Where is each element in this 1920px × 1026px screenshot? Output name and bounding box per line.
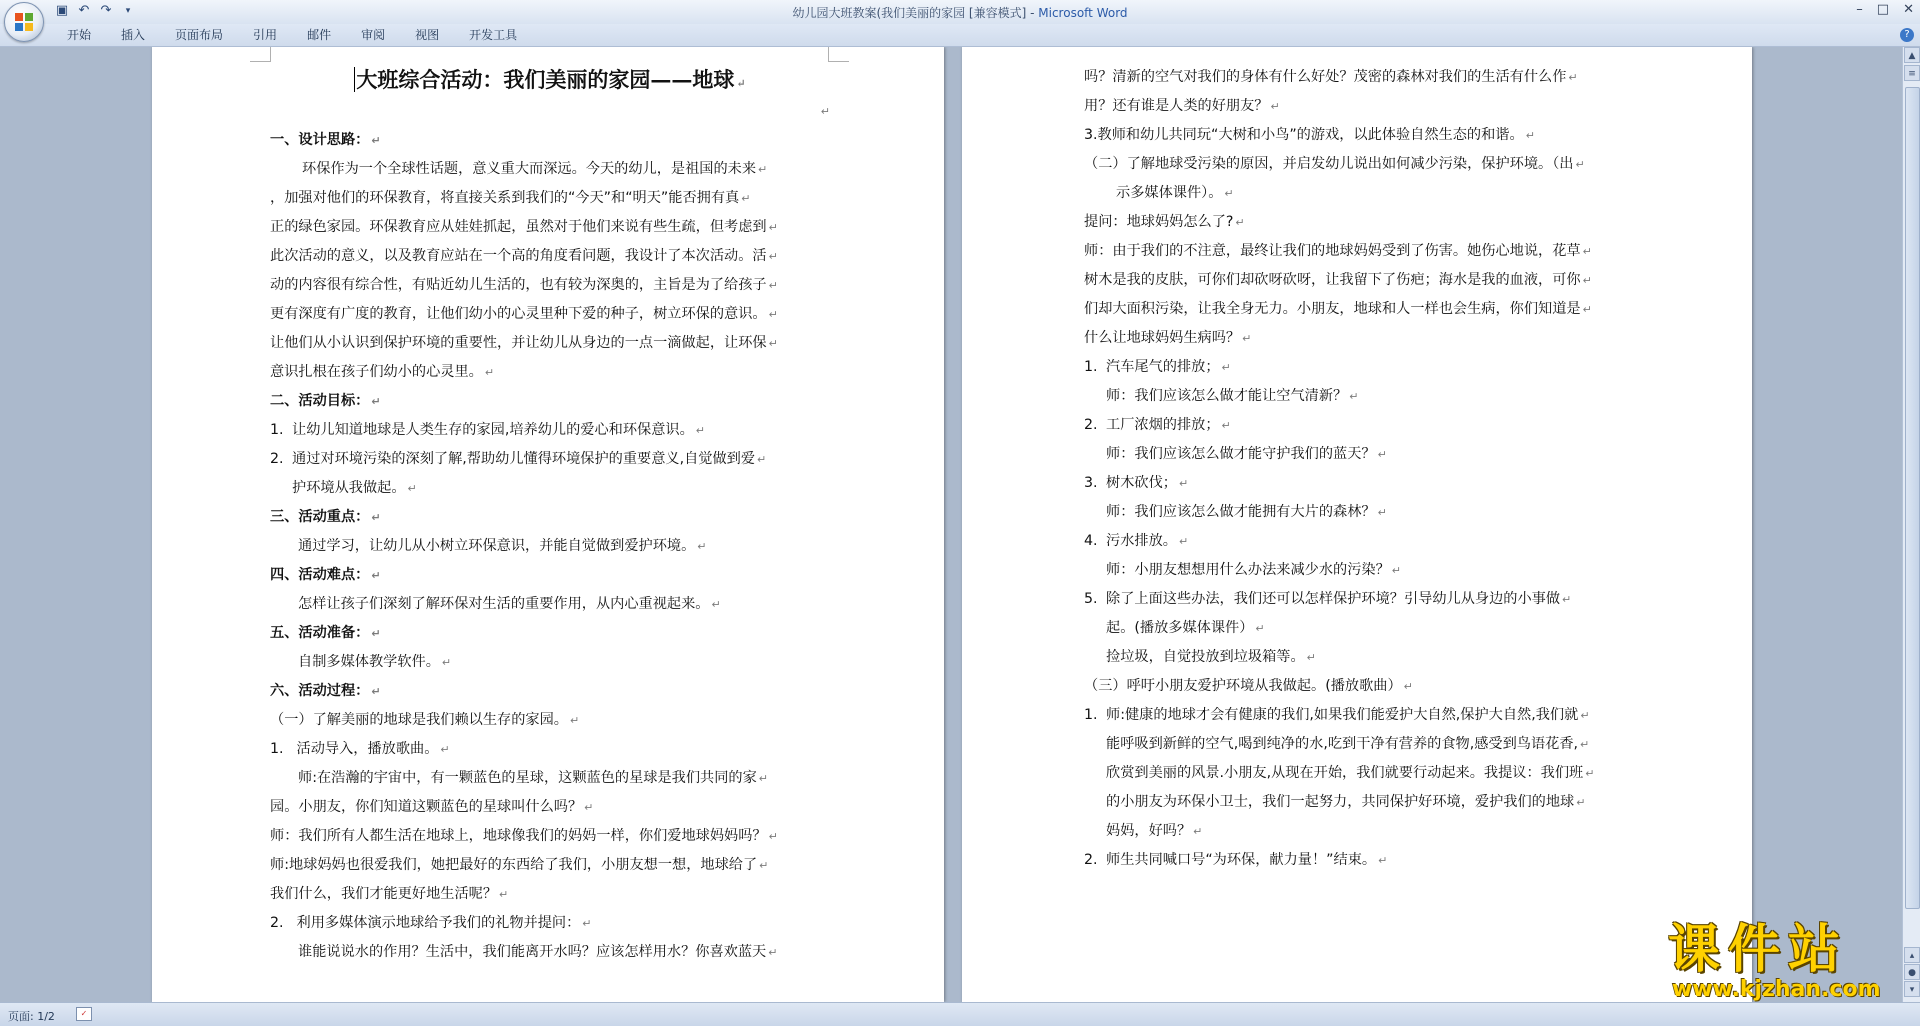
text-line [270,416,830,445]
line-text: 师：我们应该怎么做才能让空气清新？ [1106,388,1348,404]
text-line [270,155,830,184]
text-line [1084,643,1634,672]
text-line [1084,730,1634,759]
page-1-content [270,63,830,967]
line-text: ，加强对他们的环保教育，将直接关系到我们的“今天”和“明天”能否拥有真 [270,190,740,206]
list-number: 1. [270,741,284,757]
paragraph-mark-icon: ↵ [1562,593,1572,606]
text-line [270,387,830,416]
next-page-icon[interactable]: ▾ [1904,981,1920,997]
line-text: 提问：地球妈妈怎么了? [1084,214,1234,230]
text-line [1084,788,1634,817]
ribbon-tab-bar [0,24,1920,47]
paragraph-mark-icon: ↵ [582,917,592,930]
line-text: 动的内容很有综合性，有贴近幼儿生活的，也有较为深奥的，主旨是为了给孩子 [270,277,767,293]
text-line [1084,759,1634,788]
text-line [1084,237,1634,266]
scroll-up-icon[interactable]: ▲ [1904,47,1920,63]
text-line [1084,353,1634,382]
paragraph-mark-icon: ↵ [371,627,381,640]
maximize-icon[interactable]: □ [1876,2,1890,17]
paragraph-mark-icon: ↵ [768,250,778,263]
window-controls [1856,2,1914,17]
line-text: 师:在浩瀚的宇宙中，有一颗蓝色的星球，这颗蓝色的星球是我们共同的家 [298,770,757,786]
text-line [1084,614,1634,643]
text-line [1084,150,1634,179]
text-line [1084,92,1634,121]
line-text: 二、活动目标： [270,393,370,409]
text-line [1084,846,1634,875]
list-number: 2. [270,451,284,467]
text-line [1084,63,1634,92]
line-text: 通过学习，让幼儿从小树立环保意识，并能自觉做到爱护环境。 [298,538,696,554]
text-line [1084,672,1634,701]
text-line [270,909,830,938]
text-line [1084,266,1634,295]
text-line [270,271,830,300]
text-line [270,561,830,590]
paragraph-mark-icon: ↵ [1306,651,1316,664]
paragraph-mark-icon: ↵ [759,859,769,872]
paragraph-mark-icon: ↵ [371,685,381,698]
paragraph-mark-icon: ↵ [1242,332,1252,345]
tab-2[interactable]: 页面布局 [175,28,224,42]
status-bar [0,1002,1920,1026]
line-text: 此次活动的意义，以及教育应站在一个高的角度看问题，我设计了本次活动。活 [270,248,767,264]
tab-4[interactable]: 邮件 [307,28,332,42]
list-number: 1. [270,422,284,438]
list-number: 5. [1084,591,1098,607]
line-text: （三）呼吁小朋友爱护环境从我做起。(播放歌曲） [1084,678,1402,694]
document-page-2[interactable] [962,47,1752,1002]
customize-qat-icon[interactable]: ▾ [125,6,131,16]
site-watermark [1668,922,1904,1002]
text-line [270,706,830,735]
paragraph-mark-icon: ↵ [768,830,778,843]
list-number: 1. [1084,359,1098,375]
title-bar [0,0,1920,25]
line-text: 自制多媒体教学软件。 [298,654,440,670]
paragraph-mark-icon: ↵ [440,743,450,756]
paragraph-mark-icon: ↵ [1580,738,1590,751]
paragraph-mark-icon: ↵ [441,656,452,669]
help-icon[interactable]: ? [1900,28,1914,42]
list-number: 2. [1084,852,1098,868]
minimize-icon[interactable]: – [1856,2,1863,17]
text-line [270,590,830,619]
text-line [270,938,830,967]
page-1-lines [270,97,830,967]
paragraph-mark-icon: ↵ [1580,709,1590,722]
paragraph-mark-icon: ↵ [758,772,769,785]
paragraph-mark-icon: ↵ [371,511,381,524]
text-line [270,793,830,822]
redo-icon[interactable]: ↷ [100,3,112,18]
paragraph-mark-icon: ↵ [1377,506,1387,519]
line-text: 意识扎根在孩子们幼小的心灵里。 [270,364,483,380]
paragraph-mark-icon: ↵ [758,163,768,176]
paragraph-mark-icon: ↵ [1525,129,1535,142]
watermark-brand: 课件站 [1668,920,1849,980]
text-line [270,677,830,706]
paragraph-mark-icon: ↵ [499,888,509,901]
line-text: 示多媒体课件）。 [1116,185,1223,201]
line-text: 让他们从小认识到保护环境的重要性，并让幼儿从身边的一点一滴做起，让环保 [270,335,767,351]
text-line [1084,556,1634,585]
line-text: 汽车尾气的排放； [1106,359,1220,375]
line-text: 妈妈，好吗？ [1106,823,1192,839]
line-text: 捡垃圾，自觉投放到垃圾箱等。 [1106,649,1305,665]
close-icon[interactable]: ✕ [1903,2,1914,17]
text-line [1084,701,1634,730]
tab-7[interactable]: 开发工具 [469,28,518,42]
line-text: 吗？清新的空气对我们的身体有什么好处？茂密的森林对我们的生活有什么作 [1084,69,1567,85]
paragraph-mark-icon: ↵ [1568,71,1578,84]
window-title [0,4,1920,21]
app-name: Microsoft Word [1038,6,1128,20]
page-indicator[interactable]: 页面: 1/2 [8,1010,55,1023]
line-text: 六、活动过程： [270,683,370,699]
line-text: 师：我们应该怎么做才能守护我们的蓝天？ [1106,446,1376,462]
vertical-scrollbar[interactable] [1902,47,1920,1002]
ribbon-tabs [52,27,532,43]
line-text: 起。(播放多媒体课件） [1106,620,1254,636]
paragraph-mark-icon: ↵ [1582,245,1592,258]
paragraph-mark-icon: ↵ [768,946,778,959]
line-text: 正的绿色家园。环保教育应从娃娃抓起，虽然对于他们来说有些生疏，但考虑到 [270,219,767,235]
line-text: 通过对环境污染的深刻了解,帮助幼儿懂得环境保护的重要意义,自觉做到爱 [292,451,756,467]
line-text: 五、活动准备： [270,625,370,641]
line-text: 师：由于我们的不注意，最终让我们的地球妈妈受到了伤害。她伤心地说，花草 [1084,243,1581,259]
text-line [1084,527,1634,556]
paragraph-mark-icon: ↵ [768,279,778,292]
paragraph-mark-icon: ↵ [1582,274,1592,287]
line-text: 师:地球妈妈也很爱我们，她把最好的东西给了我们，小朋友想一想，地球给了 [270,857,758,873]
margin-corner-mark [828,47,849,62]
document-name: 幼儿园大班教案(我们美丽的家园 [兼容模式] - [792,6,1039,20]
tab-1[interactable]: 插入 [121,28,146,42]
line-text: 3.教师和幼儿共同玩“大树和小鸟”的游戏，以此体验自然生态的和谐。 [1084,127,1524,143]
list-number: 4. [1084,533,1098,549]
ruler-toggle-icon[interactable]: ≡ [1904,65,1920,81]
line-text: 用？还有谁是人类的好朋友？ [1084,98,1269,114]
paragraph-mark-icon: ↵ [371,134,381,147]
paragraph-mark-icon: ↵ [1235,216,1245,229]
page-2-content [1084,63,1634,875]
paragraph-mark-icon: ↵ [1377,448,1387,461]
text-line [1084,121,1634,150]
paragraph-mark-icon: ↵ [1224,187,1234,200]
text-line [270,532,830,561]
line-text: 护环境从我做起。 [292,480,406,496]
document-workspace [0,47,1902,1002]
paragraph-mark-icon: ↵ [768,308,778,321]
text-line [1084,411,1634,440]
line-text: 师：我们应该怎么做才能拥有大片的森林？ [1106,504,1376,520]
paragraph-mark-icon: ↵ [820,105,830,118]
paragraph-mark-icon: ↵ [697,540,707,553]
paragraph-mark-icon: ↵ [484,366,495,379]
margin-corner-mark [250,47,271,62]
line-text: 师：小朋友想想用什么办法来减少水的污染？ [1106,562,1390,578]
text-line [270,358,830,387]
line-text: 能呼吸到新鲜的空气,喝到纯净的水,吃到干净有营养的食物,感受到鸟语花香, [1106,736,1579,752]
line-text: 三、活动重点： [270,509,370,525]
text-line [270,445,830,474]
office-logo-icon [14,12,34,32]
paragraph-mark-icon: ↵ [711,598,721,611]
paragraph-mark-icon: ↵ [1178,535,1189,548]
paragraph-mark-icon: ↵ [1575,158,1585,171]
line-text: 一、设计思路： [270,132,370,148]
text-line [270,300,830,329]
office-button[interactable] [4,2,44,42]
line-text: 什么让地球妈妈生病吗？ [1084,330,1241,346]
line-text: 树木砍伐； [1106,475,1177,491]
text-line [270,822,830,851]
paragraph-mark-icon: ↵ [1576,796,1586,809]
text-line [1084,498,1634,527]
paragraph-mark-icon: ↵ [757,453,767,466]
tab-6[interactable]: 视图 [415,28,440,42]
paragraph-mark-icon: ↵ [1403,680,1413,693]
paragraph-mark-icon: ↵ [1349,390,1359,403]
line-text: 的小朋友为环保小卫士，我们一起努力，共同保护好环境，爱护我们的地球 [1106,794,1575,810]
save-icon[interactable]: ▣ [55,3,69,18]
text-line [1084,382,1634,411]
paragraph-mark-icon: ↵ [768,221,778,234]
paragraph-mark-icon: ↵ [584,801,594,814]
text-line [1084,469,1634,498]
line-text: 活动导入，播放歌曲。 [292,741,439,757]
line-text: 环保作为一个全球性话题，意义重大而深远。今天的幼儿，是祖国的未来 [302,161,757,177]
tab-0[interactable]: 开始 [67,28,92,42]
text-line [1084,324,1634,353]
paragraph-mark-icon: ↵ [1255,622,1265,635]
line-text: 利用多媒体演示地球给予我们的礼物并提问： [292,915,581,931]
list-number: 3. [1084,475,1098,491]
paragraph-mark-icon: ↵ [1582,303,1592,316]
line-text: 怎样让孩子们深刻了解环保对生活的重要作用，从内心重视起来。 [298,596,710,612]
paragraph-mark-icon: ↵ [1221,361,1231,374]
paragraph-mark-icon: ↵ [695,424,705,437]
text-line [270,503,830,532]
paragraph-mark-icon: ↵ [569,714,580,727]
text-line [270,126,830,155]
paragraph-mark-icon: ↵ [371,569,381,582]
text-line [270,97,830,126]
paragraph-mark-icon: ↵ [371,395,381,408]
text-line [270,329,830,358]
paragraph-mark-icon: ↵ [1270,100,1280,113]
text-line [270,851,830,880]
proofing-icon[interactable]: ✓ [76,1007,92,1021]
undo-icon[interactable]: ↶ [78,3,90,18]
select-browse-object-icon[interactable]: ● [1904,964,1920,980]
text-line [1084,817,1634,846]
text-line [270,474,830,503]
text-line [1084,585,1634,614]
line-text: 树木是我的皮肤，可你们却砍呀砍呀，让我留下了伤疤；海水是我的血液，可你 [1084,272,1581,288]
paragraph-mark-icon: ↵ [741,192,751,205]
line-text: 四、活动难点： [270,567,370,583]
line-text: （二）了解地球受污染的原因，并启发幼儿说出如何减少污染，保护环境。（出 [1084,156,1574,172]
list-number: 1. [1084,707,1098,723]
paragraph-mark-icon: ↵ [1193,825,1203,838]
line-text: 让幼儿知道地球是人类生存的家园,培养幼儿的爱心和环保意识。 [292,422,694,438]
list-number: 2. [1084,417,1098,433]
watermark-url: www.kjzhan.com [1672,977,1881,1002]
scrollbar-thumb[interactable] [1905,87,1920,909]
prev-page-icon[interactable]: ▴ [1904,947,1920,963]
text-line [270,764,830,793]
text-line [270,880,830,909]
paragraph-mark-icon: ↵ [768,337,778,350]
line-text: （一）了解美丽的地球是我们赖以生存的家园。 [270,712,568,728]
text-line [270,648,830,677]
line-text: 师生共同喊口号“为环保，献力量！”结束。 [1106,852,1377,868]
text-line [1084,440,1634,469]
line-text: 更有深度有广度的教育，让他们幼小的心灵里种下爱的种子，树立环保的意识。 [270,306,767,322]
line-text: 师:健康的地球才会有健康的我们,如果我们能爱护大自然,保护大自然,我们就 [1106,707,1579,723]
line-text: 我们什么，我们才能更好地生活呢？ [270,886,498,902]
line-text: 工厂浓烟的排放； [1106,417,1220,433]
line-text: 们却大面积污染，让我全身无力。小朋友，地球和人一样也会生病，你们知道是 [1084,301,1581,317]
paragraph-mark-icon: ↵ [1178,477,1189,490]
line-text: 欣赏到美丽的风景.小朋友,从现在开始，我们就要行动起来。我提议：我们班 [1106,765,1584,781]
paragraph-mark-icon: ↵ [1585,767,1595,780]
text-line [270,213,830,242]
text-line [270,619,830,648]
text-line [270,184,830,213]
paragraph-mark-icon: ↵ [1221,419,1231,432]
list-number: 2. [270,915,284,931]
text-line [1084,179,1634,208]
line-text: 园。小朋友，你们知道这颗蓝色的星球叫什么吗？ [270,799,583,815]
paragraph-mark-icon: ↵ [407,482,417,495]
text-line [1084,295,1634,324]
line-text: 污水排放。 [1106,533,1177,549]
paragraph-mark-icon: ↵ [1378,854,1388,867]
line-text: 除了上面这些办法，我们还可以怎样保护环境？引导幼儿从身边的小事做 [1106,591,1561,607]
document-title: 大班综合活动：我们美丽的家园——地球 ↵ [356,67,746,92]
paragraph-mark-icon: ↵ [1391,564,1401,577]
tab-5[interactable]: 审阅 [361,28,386,42]
document-page-1[interactable] [152,47,944,1002]
page-2-lines [1084,63,1634,875]
text-line [270,242,830,271]
text-line [270,735,830,764]
line-text: 谁能说说水的作用？生活中，我们能离开水吗？应该怎样用水？你喜欢蓝天 [298,944,767,960]
document-title-text: 大班综合活动：我们美丽的家园——地球 [356,67,735,92]
tab-3[interactable]: 引用 [253,28,278,42]
line-text: 师：我们所有人都生活在地球上，地球像我们的妈妈一样，你们爱地球妈妈吗？ [270,828,767,844]
text-line [1084,208,1634,237]
